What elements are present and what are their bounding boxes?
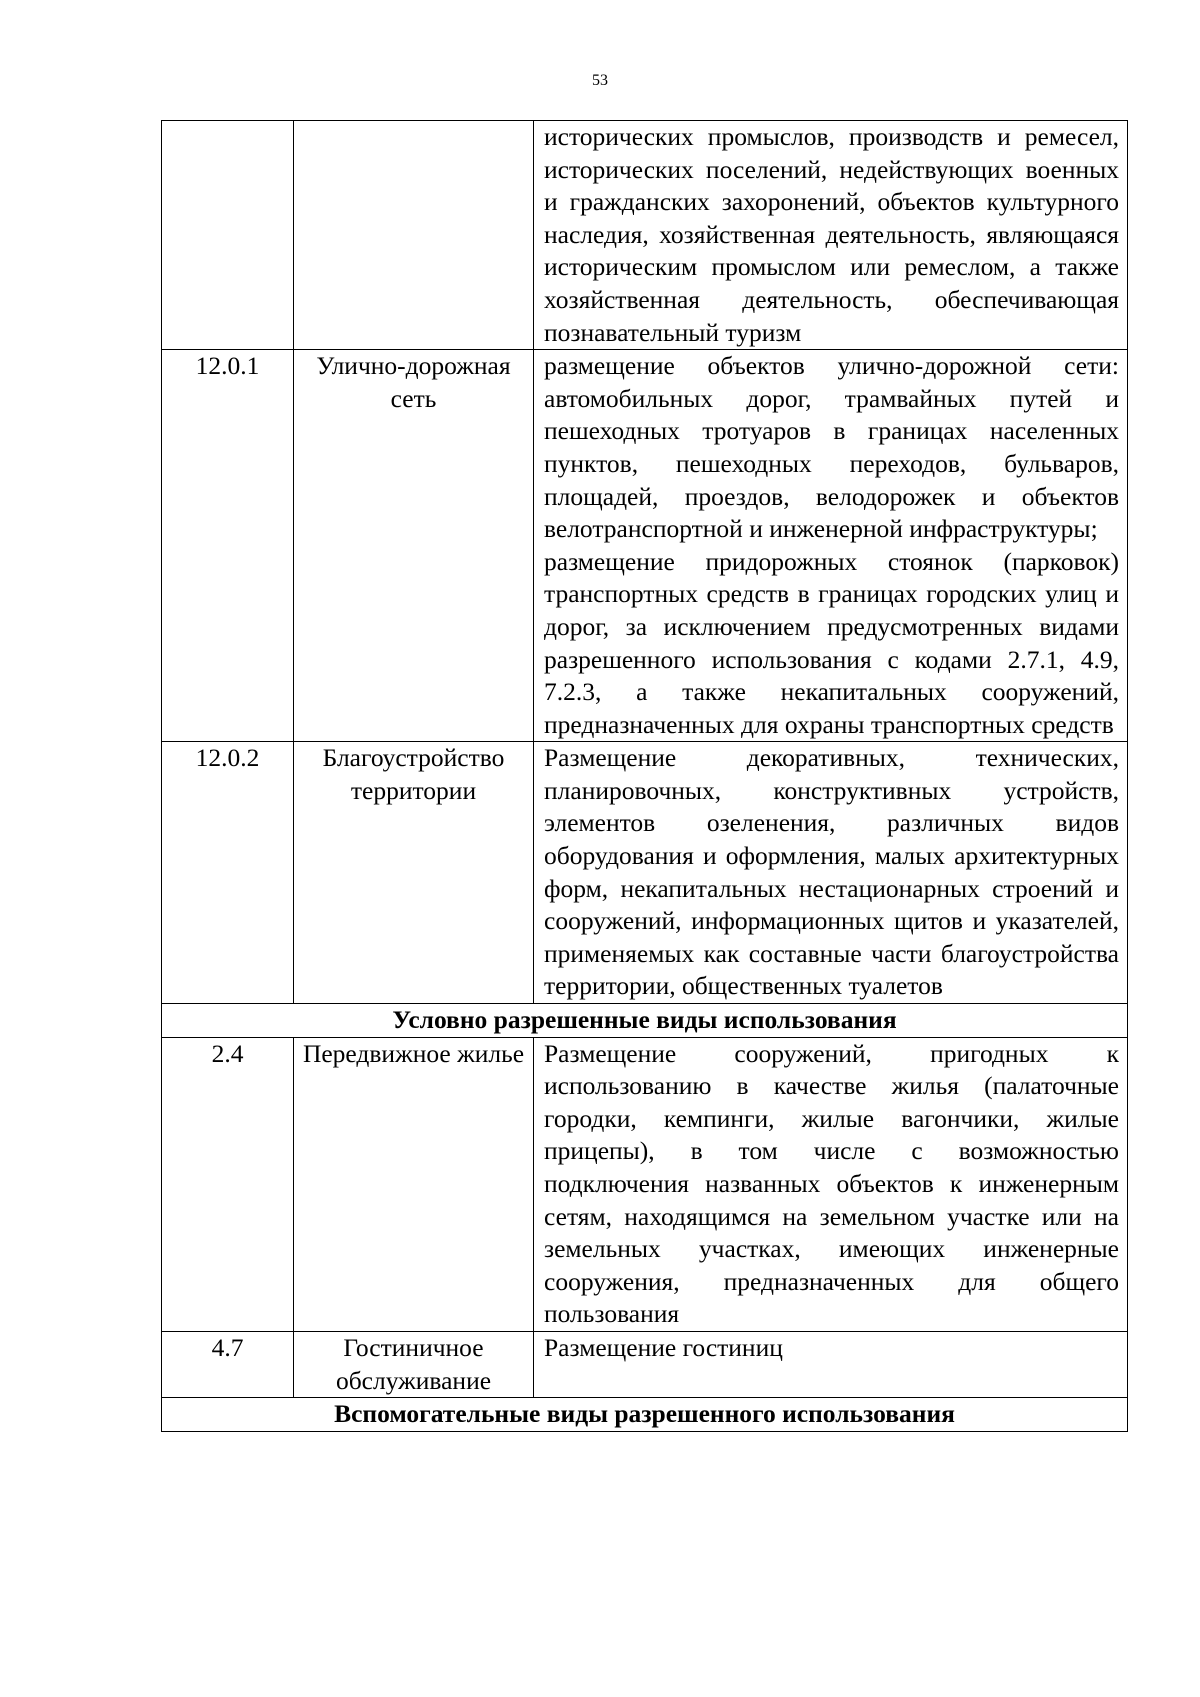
description-text: Размещение сооружений, пригодных к использованию в качестве жилья (палаточные городки, кемпинги, жилые вагончики, жилые прицепы), в том числе с возможностью подключения названных объектов к инженерным сетям, находящимся на земельном участке или на земельных участках, имеющих инженерные сооружения, предназначенных для общего пользования: [544, 1038, 1119, 1329]
description-cell: [534, 121, 1128, 350]
code-cell: 4.7: [162, 1331, 294, 1397]
name-cell: Гостиничное обслуживание: [294, 1331, 534, 1397]
section-header: Условно разрешенные виды использования: [162, 1004, 1128, 1038]
table-row: [162, 1037, 1128, 1331]
land-use-table: [161, 120, 1128, 1432]
description-text: исторических промыслов, производств и ремесел, исторических поселений, недействующих военных и гражданских захоронений, объектов культурного наследия, хозяйственная деятельность, являющаяся историческим промыслом или ремеслом, а также хозяйственная деятельность, обеспечивающая познавательный туризм: [544, 122, 1119, 347]
description-text: размещение объектов улично-дорожной сети: автомобильных дорог, трамвайных путей и пешеходных тротуаров в границах населенных пунктов, пешеходных переходов, бульваров, площадей, проездов, велодорожек и объектов велотранспортной и инженерной инфраструктуры;: [544, 351, 1119, 544]
code-cell: 2.4: [162, 1037, 294, 1331]
section-header-row: [162, 1398, 1128, 1432]
table-row: [162, 742, 1128, 1004]
table-row: [162, 350, 1128, 742]
table-row: [162, 121, 1128, 350]
name-cell: Улично-дорожная сеть: [294, 350, 534, 742]
page-number: 53: [592, 72, 608, 89]
description-cell: [534, 1037, 1128, 1331]
table-row: [162, 1331, 1128, 1397]
description-cell: [534, 350, 1128, 742]
description-text: размещение придорожных стоянок (парковок) транспортных средств в границах городских улиц и дорог, за исключением предусмотренных видами разрешенного использования с кодами 2.7.1, 4.9, 7.2.3, а также некапитальных сооружений, предназначенных для охраны транспортных средств: [544, 546, 1119, 739]
name-cell: Передвижное жилье: [294, 1037, 534, 1331]
section-header-row: [162, 1004, 1128, 1038]
code-cell: 12.0.1: [162, 350, 294, 742]
section-header: Вспомогательные виды разрешенного использования: [162, 1398, 1128, 1432]
description-text: Размещение декоративных, технических, планировочных, конструктивных устройств, элементов озеленения, различных видов оборудования и оформления, малых архитектурных форм, некапитальных нестационарных строений и сооружений, информационных щитов и указателей, применяемых как составные части благоустройства территории, общественных туалетов: [544, 743, 1119, 1001]
code-cell: [162, 121, 294, 350]
description-text: Размещение гостиниц: [544, 1332, 783, 1362]
description-cell: [534, 742, 1128, 1004]
name-cell: [294, 121, 534, 350]
name-cell: Благоустройство территории: [294, 742, 534, 1004]
code-cell: 12.0.2: [162, 742, 294, 1004]
description-cell: [534, 1331, 1128, 1397]
